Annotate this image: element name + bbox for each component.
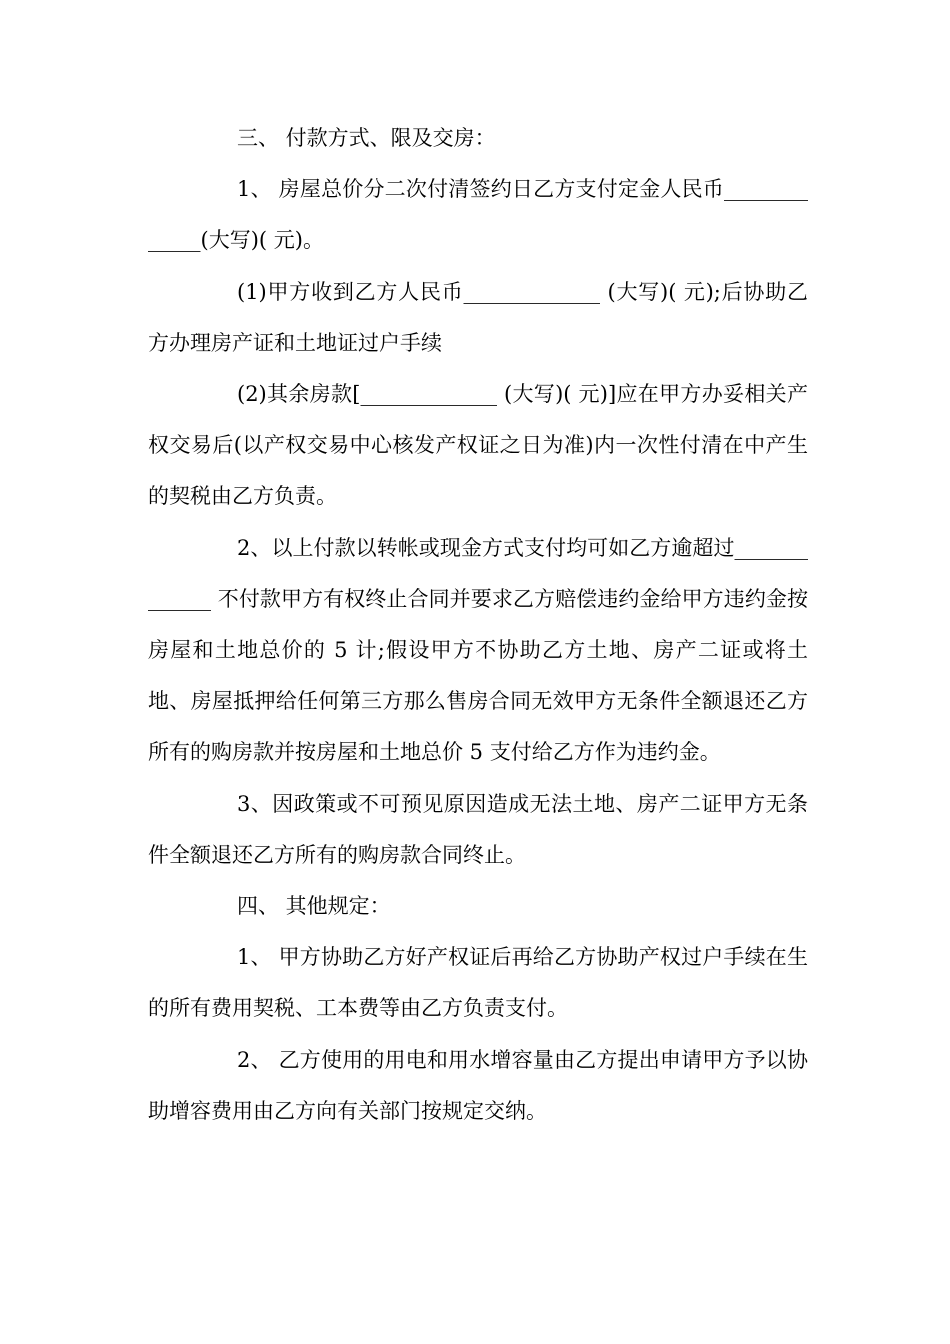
clause-payment-method-penalty: 2、以上付款以转帐或现金方式支付均可如乙方逾超过_____________ 不付款甲方有权终止合同并要求乙方赔偿违约金给甲方违约金按房屋和土地总价的 5 计;假设甲方不协助乙方土地、房产二证或将土地、房屋抵押给任何第三方那么售房合同无效甲方无条件全额退还乙方所有的购房款并按房屋和土地总价 5 支付给乙方作为违约金。 <box>148 535 808 765</box>
clause-first-payment: (1)甲方收到乙方人民币_____________ (大写)( 元);后协助乙方办理房产证和土地证过户手续 <box>148 279 808 355</box>
document-body <box>148 113 808 1137</box>
clause-remaining-payment: (2)其余房款[_____________ (大写)( 元)]应在甲方办妥相关产权交易后(以产权交易中心核发产权证之日为准)内一次性付清在中产生的契税由乙方负责。 <box>148 382 808 509</box>
clause-utility-capacity: 2、 乙方使用的用电和用水增容量由乙方提出申请甲方予以协助增容费用由乙方向有关部门按规定交纳。 <box>148 1047 808 1123</box>
section-heading-other: 四、 其他规定： <box>237 894 391 919</box>
section-heading-payment: 三、 付款方式、限及交房： <box>237 126 496 150</box>
clause-transfer-fees: 1、 甲方协助乙方好产权证后再给乙方协助产权过户手续在生的所有费用契税、工本费等由乙方负责支付。 <box>148 945 808 1021</box>
clause-policy-termination: 3、因政策或不可预见原因造成无法土地、房产二证甲方无条件全额退还乙方所有的购房款合同终止。 <box>148 791 808 867</box>
clause-total-price: 1、 房屋总价分二次付清签约日乙方支付定金人民币_____________(大写)( 元)。 <box>148 177 808 253</box>
